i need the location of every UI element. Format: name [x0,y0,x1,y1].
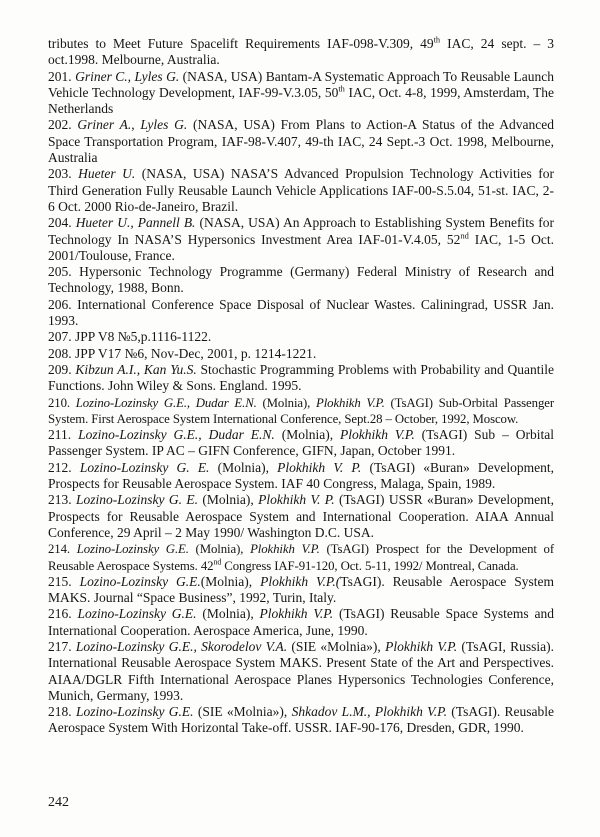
references-list [48,36,554,737]
reference-authors: Lozino-Lozinsky G. E. [76,492,198,508]
reference-text: (NASA, USA) An Approach to Establishing System Benefits for Technology In NASA’S Hypersonics Investment Area IAF-01-V.4.05, 52 [48,215,554,247]
reference-authors: Lozino-Lozinsky G.E. [79,573,201,589]
reference-authors: Griner A., Lyles G. [77,117,188,133]
reference-text: th [338,84,345,94]
reference-authors: Lozino-Lozinsky G.E., Dudar E.N. [78,427,275,443]
reference-item [48,329,554,345]
reference-text: TsAGI). Reusable Aerospace System MAKS. Journal “Space Business”, 1992, Turin, Italy. [48,573,554,606]
reference-authors: Lozino-Lozinsky G.E., Skorodelov V.A. [75,638,288,654]
reference-authors: Lozino-Lozinsky G.E. [76,542,189,557]
reference-item [48,215,554,264]
reference-text: Stochastic Programming Problems with Probability and Quantile Functions. John Wiley & Sons. England. 1995. [48,361,554,394]
reference-text: 206. International Conference Space Disposal of Nuclear Wastes. Caliningrad, USSR Jan. 1993. [48,296,554,329]
reference-item [48,460,554,493]
reference-text: (TsAGI, Russia). International Reusable Aerospace System MAKS. Present State of the Art and Perspectives. AIAA/DGLR Fifth International Aerospace Planes Hypersonics Technologies Conference, Munich, Germany, 1993. [48,638,554,703]
reference-text: (SIE «Molnia»), [193,704,292,720]
reference-text: th [433,35,441,45]
reference-item [48,574,554,607]
reference-authors: Kibzun A.I., Kan Yu.S. [75,361,197,377]
reference-text: IAC, 24 sept. – 3 oct.1998. Melbourne, Australia. [48,36,554,68]
reference-text: 215. [48,573,80,589]
reference-text: (TsAGI) USSR «Buran» Development, Prospects for Reusable Aerospace System and International Cooperation. AIAA Annual Conference, 29 April – 2 May 1990/ Washington D.C. USA. [48,492,554,540]
reference-text: (Molnia), [188,542,251,557]
reference-text: (NASA, USA) Bantam-A Systematic Approach To Reusable Launch Vehicle Technology Development, IAF-99-V.3.05, 50 [48,68,554,100]
reference-text: (NASA, USA) NASA’S Advanced Propulsion Technology Activities for Third Generation Fully Reusable Launch Vehicle Applications IAF-00-S.5.04, 51-st. IAC, 2-6 Oct. 2000 Rio-de-Janeiro, Brazil. [48,166,554,214]
reference-authors: Plokhikh V.P. [250,542,320,557]
reference-text: tributes to Meet Future Spacelift Requirements IAF-098-V.309, 49 [48,36,434,51]
reference-item [48,346,554,362]
reference-authors: Plokhikh V.P. [259,606,334,622]
reference-item [48,264,554,297]
reference-authors: Lozino-Lozinsky G.E. [75,704,194,720]
reference-item [48,362,554,395]
reference-text: 217. [48,638,76,654]
reference-authors: Lozino-Lozinsky G. E. [79,459,210,475]
reference-item [48,639,554,704]
reference-text: 218. [48,704,76,720]
reference-text: (TsAGI) Prospect for the Development of Reusable Aerospace Systems. 42 [48,542,554,573]
reference-text: 211. [48,427,79,443]
reference-authors: Hueter U., Pannell B. [75,215,196,231]
reference-text: 205. Hypersonic Technology Programme (Germany) Federal Ministry of Research and Technology, 1988, Bonn. [48,264,554,296]
reference-text: 210. [48,395,76,410]
reference-item [48,427,554,460]
reference-text: IAC, 1-5 Oct. 2001/Toulouse, France. [48,231,554,263]
reference-item [48,117,554,166]
reference-text: 216. [48,606,78,622]
reference-text: nd [460,231,469,241]
reference-authors: Plokhikh V. P. [258,492,335,508]
reference-authors: Lozino-Lozinsky G.E., Dudar E.N. [75,395,257,410]
reference-authors: Plokhikh V.P. [340,427,415,443]
reference-text: (TsAGI) Sub – Orbital Passenger System. IP AC – GIFN Conference, GIFN, Japan, October 1991. [48,427,554,459]
reference-text: (TsAGI) «Buran» Development, Prospects for Reusable Aerospace System. IAF 40 Congress, Malaga, Spain, 1989. [48,459,554,492]
reference-text: (Molnia), [256,395,316,410]
reference-item [48,166,554,215]
reference-authors: Plokhikh V.P. [315,395,385,410]
reference-item [48,492,554,541]
reference-item [48,606,554,639]
reference-authors: Griner C., Lyles G. [75,68,180,84]
reference-text: (NASA, USA) From Plans to Action-A Status of the Advanced Space Transportation Program, IAF-98-V.407, 49-th IAC, 24 Sept.-3 Oct. 1998, Melbourne, Australia [48,117,554,166]
reference-text: 209. [48,361,76,377]
reference-text: 212. [48,459,80,475]
reference-text: 201. [48,68,76,84]
reference-text: (Molnia), [200,573,261,589]
reference-authors: Plokhikh V.P.( [260,573,341,589]
reference-authors: Lozino-Lozinsky G.E. [77,606,197,622]
reference-item [48,36,554,69]
reference-text: 214. [48,542,77,557]
reference-text: 208. JPP V17 №6, Nov-Dec, 2001, p. 1214-1221. [48,345,317,361]
reference-text: (Molnia), [196,606,260,622]
reference-text: Congress IAF-91-120, Oct. 5-11, 1992/ Montreal, Canada. [221,558,519,573]
reference-text: (TsAGI) Sub-Orbital Passenger System. First Aerospace System International Conference, Sept.28 – October, 1992, Moscow. [48,395,554,426]
reference-text: 202. [48,117,78,133]
reference-item [48,704,554,737]
reference-authors: Plokhikh V. P. [277,459,362,475]
reference-text: (SIE «Molnia»), [287,638,386,654]
reference-text: nd [213,557,222,567]
reference-item [48,297,554,330]
reference-authors: Plokhikh V.P. [385,638,458,654]
reference-item [48,541,554,574]
reference-text: 203. [48,166,79,182]
reference-text: (Molnia), [274,427,341,443]
page-number: 242 [48,795,69,810]
reference-text: IAC, Oct. 4-8, 1999, Amsterdam, The Netherlands [48,84,554,117]
reference-item [48,395,554,428]
reference-authors: Shkadov L.M., Plokhikh V.P. [291,704,447,720]
reference-item [48,69,554,118]
reference-text: 207. JPP V8 №5,p.1116-1122. [48,329,212,345]
reference-text: (TsAGI) Reusable Space Systems and International Cooperation. Aerospace America, June, 1990. [48,606,554,638]
reference-text: (Molnia), [209,459,278,475]
reference-authors: Hueter U. [78,166,136,182]
reference-text: (TsAGI). Reusable Aerospace System With Horizontal Take-off. USSR. IAF-90-176, Dresden, GDR, 1990. [48,704,554,736]
reference-text: 204. [48,215,76,231]
reference-text: (Molnia), [198,492,259,508]
reference-text: 213. [48,492,76,508]
